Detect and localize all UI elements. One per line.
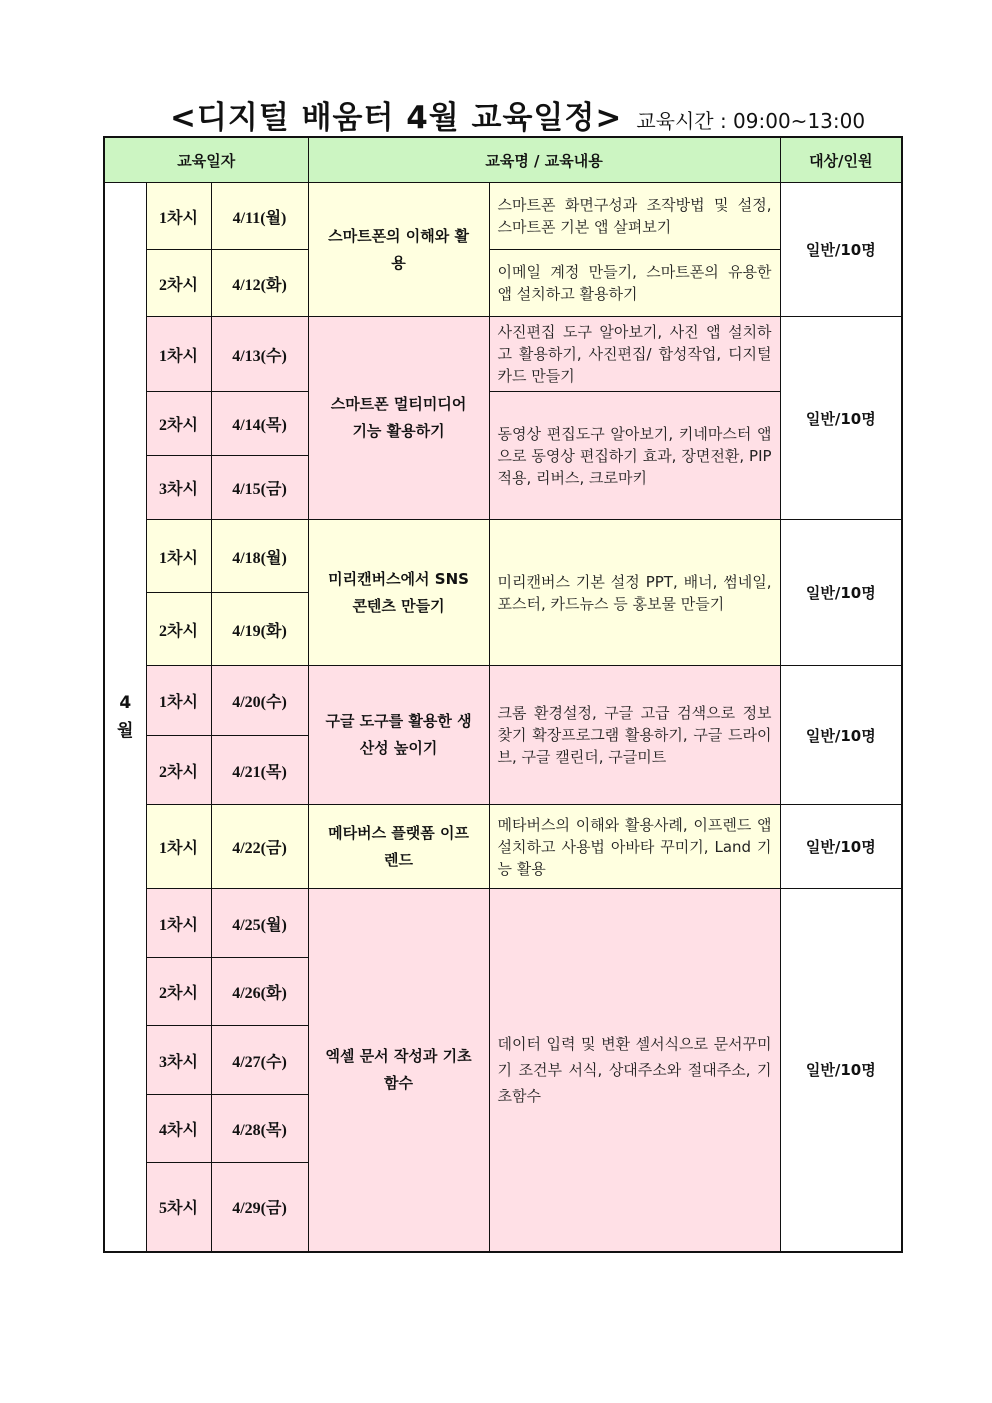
target-cell: 일반/10명 bbox=[780, 183, 902, 317]
session-cell: 2차시 bbox=[146, 736, 211, 805]
course-content: 크롬 환경설정, 구글 고급 검색으로 정보찾기 확장프로그램 활용하기, 구글 드라이브, 구글 캘린더, 구글미트 bbox=[489, 666, 780, 805]
schedule-row bbox=[104, 889, 902, 958]
session-cell: 1차시 bbox=[146, 889, 211, 958]
target-cell: 일반/10명 bbox=[780, 805, 902, 889]
course-content: 미리캔버스 기본 설정 PPT, 배너, 썸네일, 포스터, 카드뉴스 등 홍보물 만들기 bbox=[489, 520, 780, 666]
schedule-row bbox=[104, 183, 902, 250]
month-number: 4 bbox=[119, 692, 132, 713]
session-cell: 3차시 bbox=[146, 456, 211, 520]
course-title: 미리캔버스에서 SNS 콘텐츠 만들기 bbox=[308, 520, 489, 666]
target-cell: 일반/10명 bbox=[780, 666, 902, 805]
session-cell: 1차시 bbox=[146, 520, 211, 593]
date-cell: 4/26(화) bbox=[211, 958, 308, 1026]
date-cell: 4/14(목) bbox=[211, 392, 308, 456]
session-cell: 5차시 bbox=[146, 1163, 211, 1252]
month-label: 월 bbox=[117, 720, 134, 741]
page-title bbox=[170, 92, 865, 137]
date-cell: 4/11(월) bbox=[211, 183, 308, 250]
header-target: 대상/인원 bbox=[780, 137, 902, 183]
date-cell: 4/28(목) bbox=[211, 1095, 308, 1163]
course-content: 데이터 입력 및 변환 셀서식으로 문서꾸미기 조건부 서식, 상대주소와 절대주소, 기초함수 bbox=[489, 889, 780, 1252]
session-cell: 1차시 bbox=[146, 666, 211, 736]
schedule-row bbox=[104, 805, 902, 889]
session-cell: 1차시 bbox=[146, 183, 211, 250]
date-cell: 4/19(화) bbox=[211, 593, 308, 666]
date-cell: 4/27(수) bbox=[211, 1026, 308, 1095]
date-cell: 4/13(수) bbox=[211, 317, 308, 392]
target-cell: 일반/10명 bbox=[780, 520, 902, 666]
course-content: 사진편집 도구 알아보기, 사진 앱 설치하고 활용하기, 사진편집/ 합성작업, 디지털 카드 만들기 bbox=[489, 317, 780, 392]
course-content: 스마트폰 화면구성과 조작방법 및 설정, 스마트폰 기본 앱 살펴보기 bbox=[489, 183, 780, 250]
date-cell: 4/25(월) bbox=[211, 889, 308, 958]
month-cell bbox=[104, 183, 146, 1252]
course-title: 엑셀 문서 작성과 기초 함수 bbox=[308, 889, 489, 1252]
session-cell: 2차시 bbox=[146, 593, 211, 666]
schedule-row bbox=[104, 666, 902, 736]
class-time: 교육시간 : 09:00~13:00 bbox=[636, 109, 866, 133]
course-title: 스마트폰 멀티미디어 기능 활용하기 bbox=[308, 317, 489, 520]
date-cell: 4/29(금) bbox=[211, 1163, 308, 1252]
course-title: 구글 도구를 활용한 생산성 높이기 bbox=[308, 666, 489, 805]
course-content: 동영상 편집도구 알아보기, 키네마스터 앱으로 동영상 편집하기 효과, 장면전환, PIP적용, 리버스, 크로마키 bbox=[489, 392, 780, 520]
session-cell: 2차시 bbox=[146, 958, 211, 1026]
course-title: 스마트폰의 이해와 활용 bbox=[308, 183, 489, 317]
header-date: 교육일자 bbox=[104, 137, 308, 183]
course-title: 메타버스 플랫폼 이프렌드 bbox=[308, 805, 489, 889]
schedule-table bbox=[103, 136, 903, 1253]
date-cell: 4/18(월) bbox=[211, 520, 308, 593]
session-cell: 2차시 bbox=[146, 250, 211, 317]
date-cell: 4/20(수) bbox=[211, 666, 308, 736]
schedule-row bbox=[104, 317, 902, 392]
title-text: <디지털 배움터 4월 교육일정> bbox=[170, 100, 623, 136]
session-cell: 1차시 bbox=[146, 317, 211, 392]
target-cell: 일반/10명 bbox=[780, 317, 902, 520]
session-cell: 3차시 bbox=[146, 1026, 211, 1095]
session-cell: 4차시 bbox=[146, 1095, 211, 1163]
date-cell: 4/22(금) bbox=[211, 805, 308, 889]
session-cell: 2차시 bbox=[146, 392, 211, 456]
target-cell: 일반/10명 bbox=[780, 889, 902, 1252]
date-cell: 4/15(금) bbox=[211, 456, 308, 520]
session-cell: 1차시 bbox=[146, 805, 211, 889]
schedule-row bbox=[104, 520, 902, 593]
header-course: 교육명 / 교육내용 bbox=[308, 137, 780, 183]
date-cell: 4/12(화) bbox=[211, 250, 308, 317]
course-content: 메타버스의 이해와 활용사례, 이프렌드 앱 설치하고 사용법 아바타 꾸미기, Land 기능 활용 bbox=[489, 805, 780, 889]
course-content: 이메일 계정 만들기, 스마트폰의 유용한 앱 설치하고 활용하기 bbox=[489, 250, 780, 317]
date-cell: 4/21(목) bbox=[211, 736, 308, 805]
